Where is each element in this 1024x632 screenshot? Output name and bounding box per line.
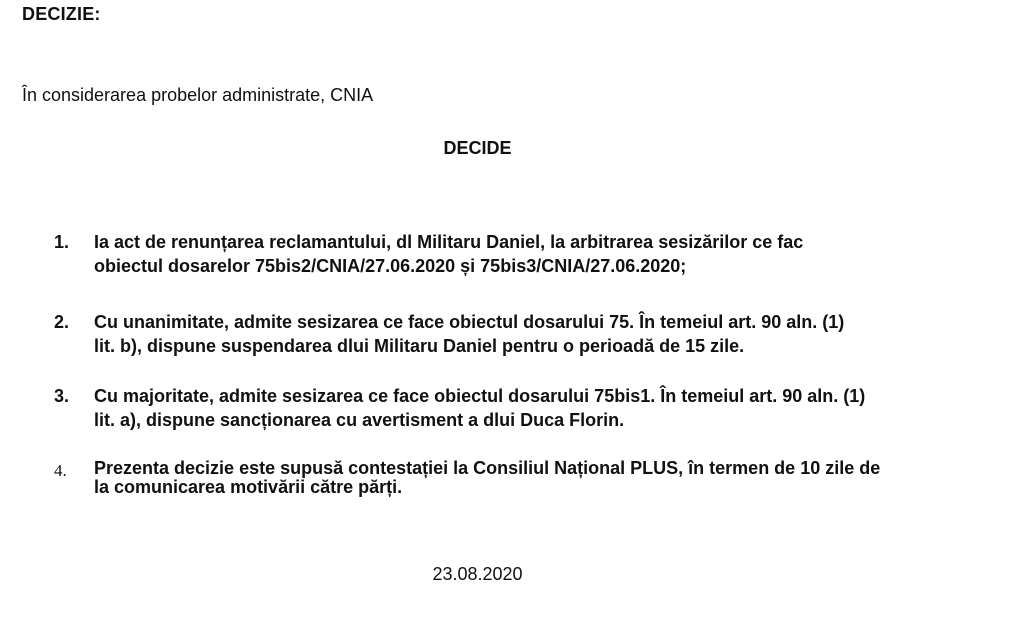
item-line: Cu unanimitate, admite sesizarea ce face obiectul dosarului 75. În temeiul art. 90 aln. (1) — [94, 312, 845, 332]
item-line: lit. b), dispune suspendarea dlui Militaru Daniel pentru o perioadă de 15 zile. — [94, 336, 745, 356]
item-text — [94, 384, 954, 432]
item-line: Prezenta decizie este supusă contestației la Consiliul Național PLUS, în termen de 10 zile de — [94, 458, 881, 478]
intro-text: În considerarea probelor administrate, CNIA — [22, 85, 374, 105]
item-line: la comunicarea motivării către părți. — [94, 477, 403, 497]
item-number: 4. — [54, 461, 67, 480]
item-number: 3. — [54, 386, 70, 406]
decide-title: DECIDE — [443, 138, 512, 158]
document-heading: DECIZIE: — [22, 4, 101, 24]
item-text — [94, 310, 954, 358]
item-line: lit. a), dispune sancționarea cu avertisment a dlui Duca Florin. — [94, 410, 625, 430]
item-text — [94, 459, 954, 497]
item-number: 1. — [54, 232, 70, 252]
document-date: 23.08.2020 — [432, 564, 523, 584]
item-number: 2. — [54, 312, 70, 332]
item-line: obiectul dosarelor 75bis2/CNIA/27.06.2020 și 75bis3/CNIA/27.06.2020; — [94, 256, 687, 276]
item-text — [94, 230, 954, 278]
item-line: Ia act de renunțarea reclamantului, dl Militaru Daniel, la arbitrarea sesizărilor ce fac — [94, 232, 804, 252]
item-line: Cu majoritate, admite sesizarea ce face obiectul dosarului 75bis1. În temeiul art. 90 aln. (1) — [94, 386, 866, 406]
